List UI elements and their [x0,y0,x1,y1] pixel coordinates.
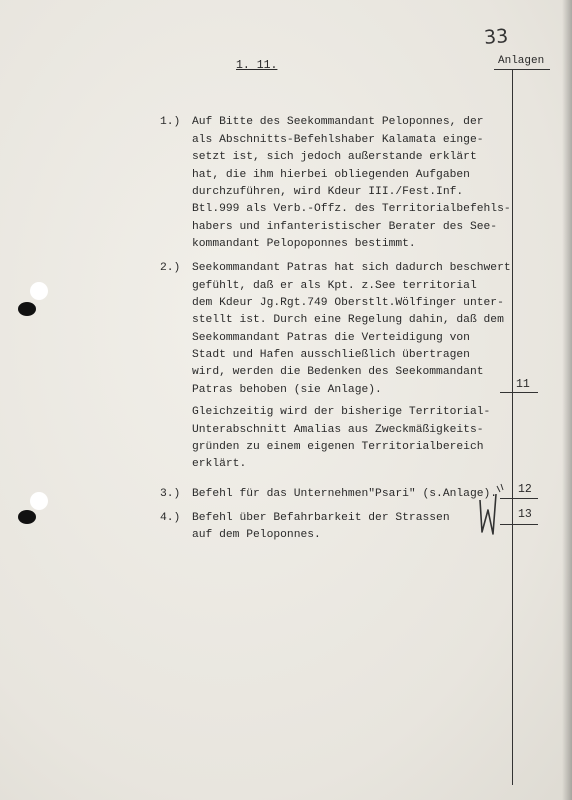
anlagen-header-rule [494,69,550,70]
item-text-line: habers und infanteristischer Berater des See- [192,221,498,233]
item-text-line: Befehl für das Unternehmen"Psari" (s.Anlage). [192,488,498,500]
item-text-line: stellt ist. Durch eine Regelung dahin, daß dem [192,314,504,326]
anlage-reference: 13 [518,508,532,521]
punch-mark-top [18,302,36,316]
item-text-line: Seekommandant Patras hat sich dadurch beschwert [192,262,511,274]
anlage-reference: 11 [516,378,530,391]
anlagen-margin-line [512,70,513,785]
item-text-line: Btl.999 als Verb.-Offz. des Territorialbefehls- [192,203,511,215]
item-text-line: Stadt und Hafen ausschließlich übertragen [192,349,470,361]
punch-hole-top [30,282,48,300]
item-text-line: Unterabschnitt Amalias aus Zweckmäßigkeits- [192,424,484,436]
item-number: 3.) [160,488,181,500]
item-text-line: durchzuführen, wird Kdeur III./Fest.Inf. [192,186,464,198]
anlage-reference: 12 [518,483,532,496]
item-text-line: gefühlt, daß er als Kpt. z.See territorial [192,280,477,292]
item-text-line: kommandant Pelopoponnes bestimmt. [192,238,416,250]
item-text-line: setzt ist, sich jedoch außerstande erklärt [192,151,477,163]
item-text-line: Auf Bitte des Seekommandant Peloponnes, der [192,116,484,128]
item-text-line: gründen zu einem eigenen Territorialbereich [192,441,484,453]
anlage-reference-rule [500,392,538,393]
item-text-line: dem Kdeur Jg.Rgt.749 Oberstlt.Wölfinger unter- [192,297,504,309]
anlagen-column-header: Anlagen [498,55,545,67]
punch-mark-bottom [18,510,36,524]
item-number: 2.) [160,262,181,274]
item-text-line: Patras behoben (sie Anlage). [192,384,382,396]
item-text-line: Befehl über Befahrbarkeit der Strassen [192,512,450,524]
item-text-line: als Abschnitts-Befehlshaber Kalamata einge- [192,134,484,146]
item-text-line: hat, die ihm hierbei obliegenden Aufgaben [192,169,470,181]
item-text-line: Seekommandant Patras die Verteidigung von [192,332,470,344]
date-heading: 1. 11. [236,59,278,72]
item-number: 4.) [160,512,181,524]
item-text-line: Gleichzeitig wird der bisherige Territorial- [192,406,491,418]
page-edge-shadow [562,0,572,800]
item-text-line: wird, werden die Bedenken des Seekommandant [192,366,484,378]
item-text-line: erklärt. [192,458,247,470]
handwritten-mark-icon [466,480,506,540]
punch-hole-bottom [30,492,48,510]
item-text-line: auf dem Peloponnes. [192,529,321,541]
page-number: 33 [483,25,509,49]
item-number: 1.) [160,116,181,128]
